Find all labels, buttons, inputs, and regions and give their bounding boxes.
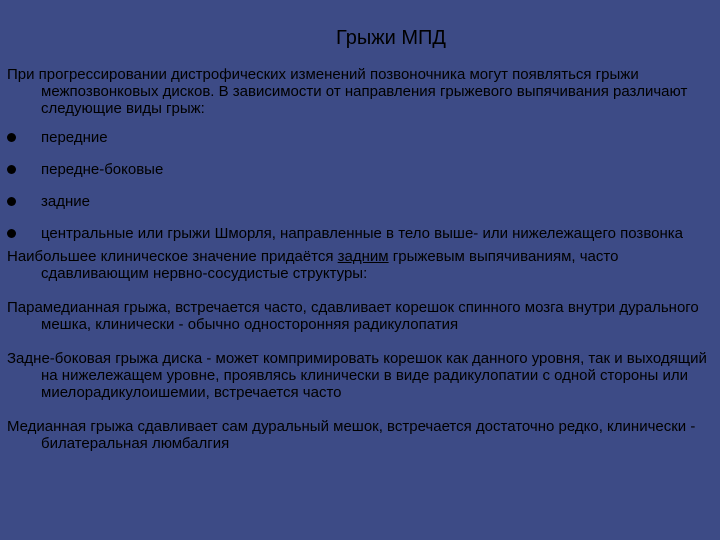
bullet-icon [7,197,16,206]
list-item-label: передне-боковые [41,161,164,178]
list-item [7,193,713,210]
list-item-label: центральные или грыжи Шморля, направленные в тело выше- или нижележащего позвонка [41,225,683,242]
bullet-icon [7,165,16,174]
median-paragraph: Медианная грыжа сдавливает сам дуральный мешок, встречается достаточно редко, клинически - билатеральная люмбалгия [7,418,696,452]
intro-paragraph: При прогрессировании дистрофических изменений позвоночника могут появляться грыжи межпозвонковых дисков. В зависимости от направления грыжевого выпячивания различают следующие виды грыж: [7,66,688,117]
list-item-label: передние [41,129,108,146]
list-item [7,129,713,146]
hernia-types-list [7,129,713,242]
slide-content [7,66,713,452]
bullet-icon [7,229,16,238]
paramedian-paragraph: Парамедианная грыжа, встречается часто, сдавливает корешок спинного мозга внутри дурального мешка, клинически - обычно односторонняя радикулопатия [7,299,699,333]
list-item [7,225,713,242]
emphasis-underlined-word: задним [337,248,389,265]
bullet-icon [7,133,16,142]
list-item [7,161,713,178]
emphasis-text-before: Наибольшее клиническое значение придаётся [7,248,338,265]
list-item-label: задние [41,193,90,210]
posterolateral-paragraph: Задне-боковая грыжа диска - может компримировать корешок как данного уровня, так и выходящий на нижележащем уровне, проявлясь клинически в виде радикулопатии с одной стороны или миелорадикулоишемии, встречается часто [7,350,707,401]
emphasis-text-after: грыжевым выпячиваниям, часто сдавливающим нервно-сосудистые структуры: [41,248,619,282]
emphasis-paragraph [7,248,713,282]
slide-title: Грыжи МПД [336,27,446,49]
